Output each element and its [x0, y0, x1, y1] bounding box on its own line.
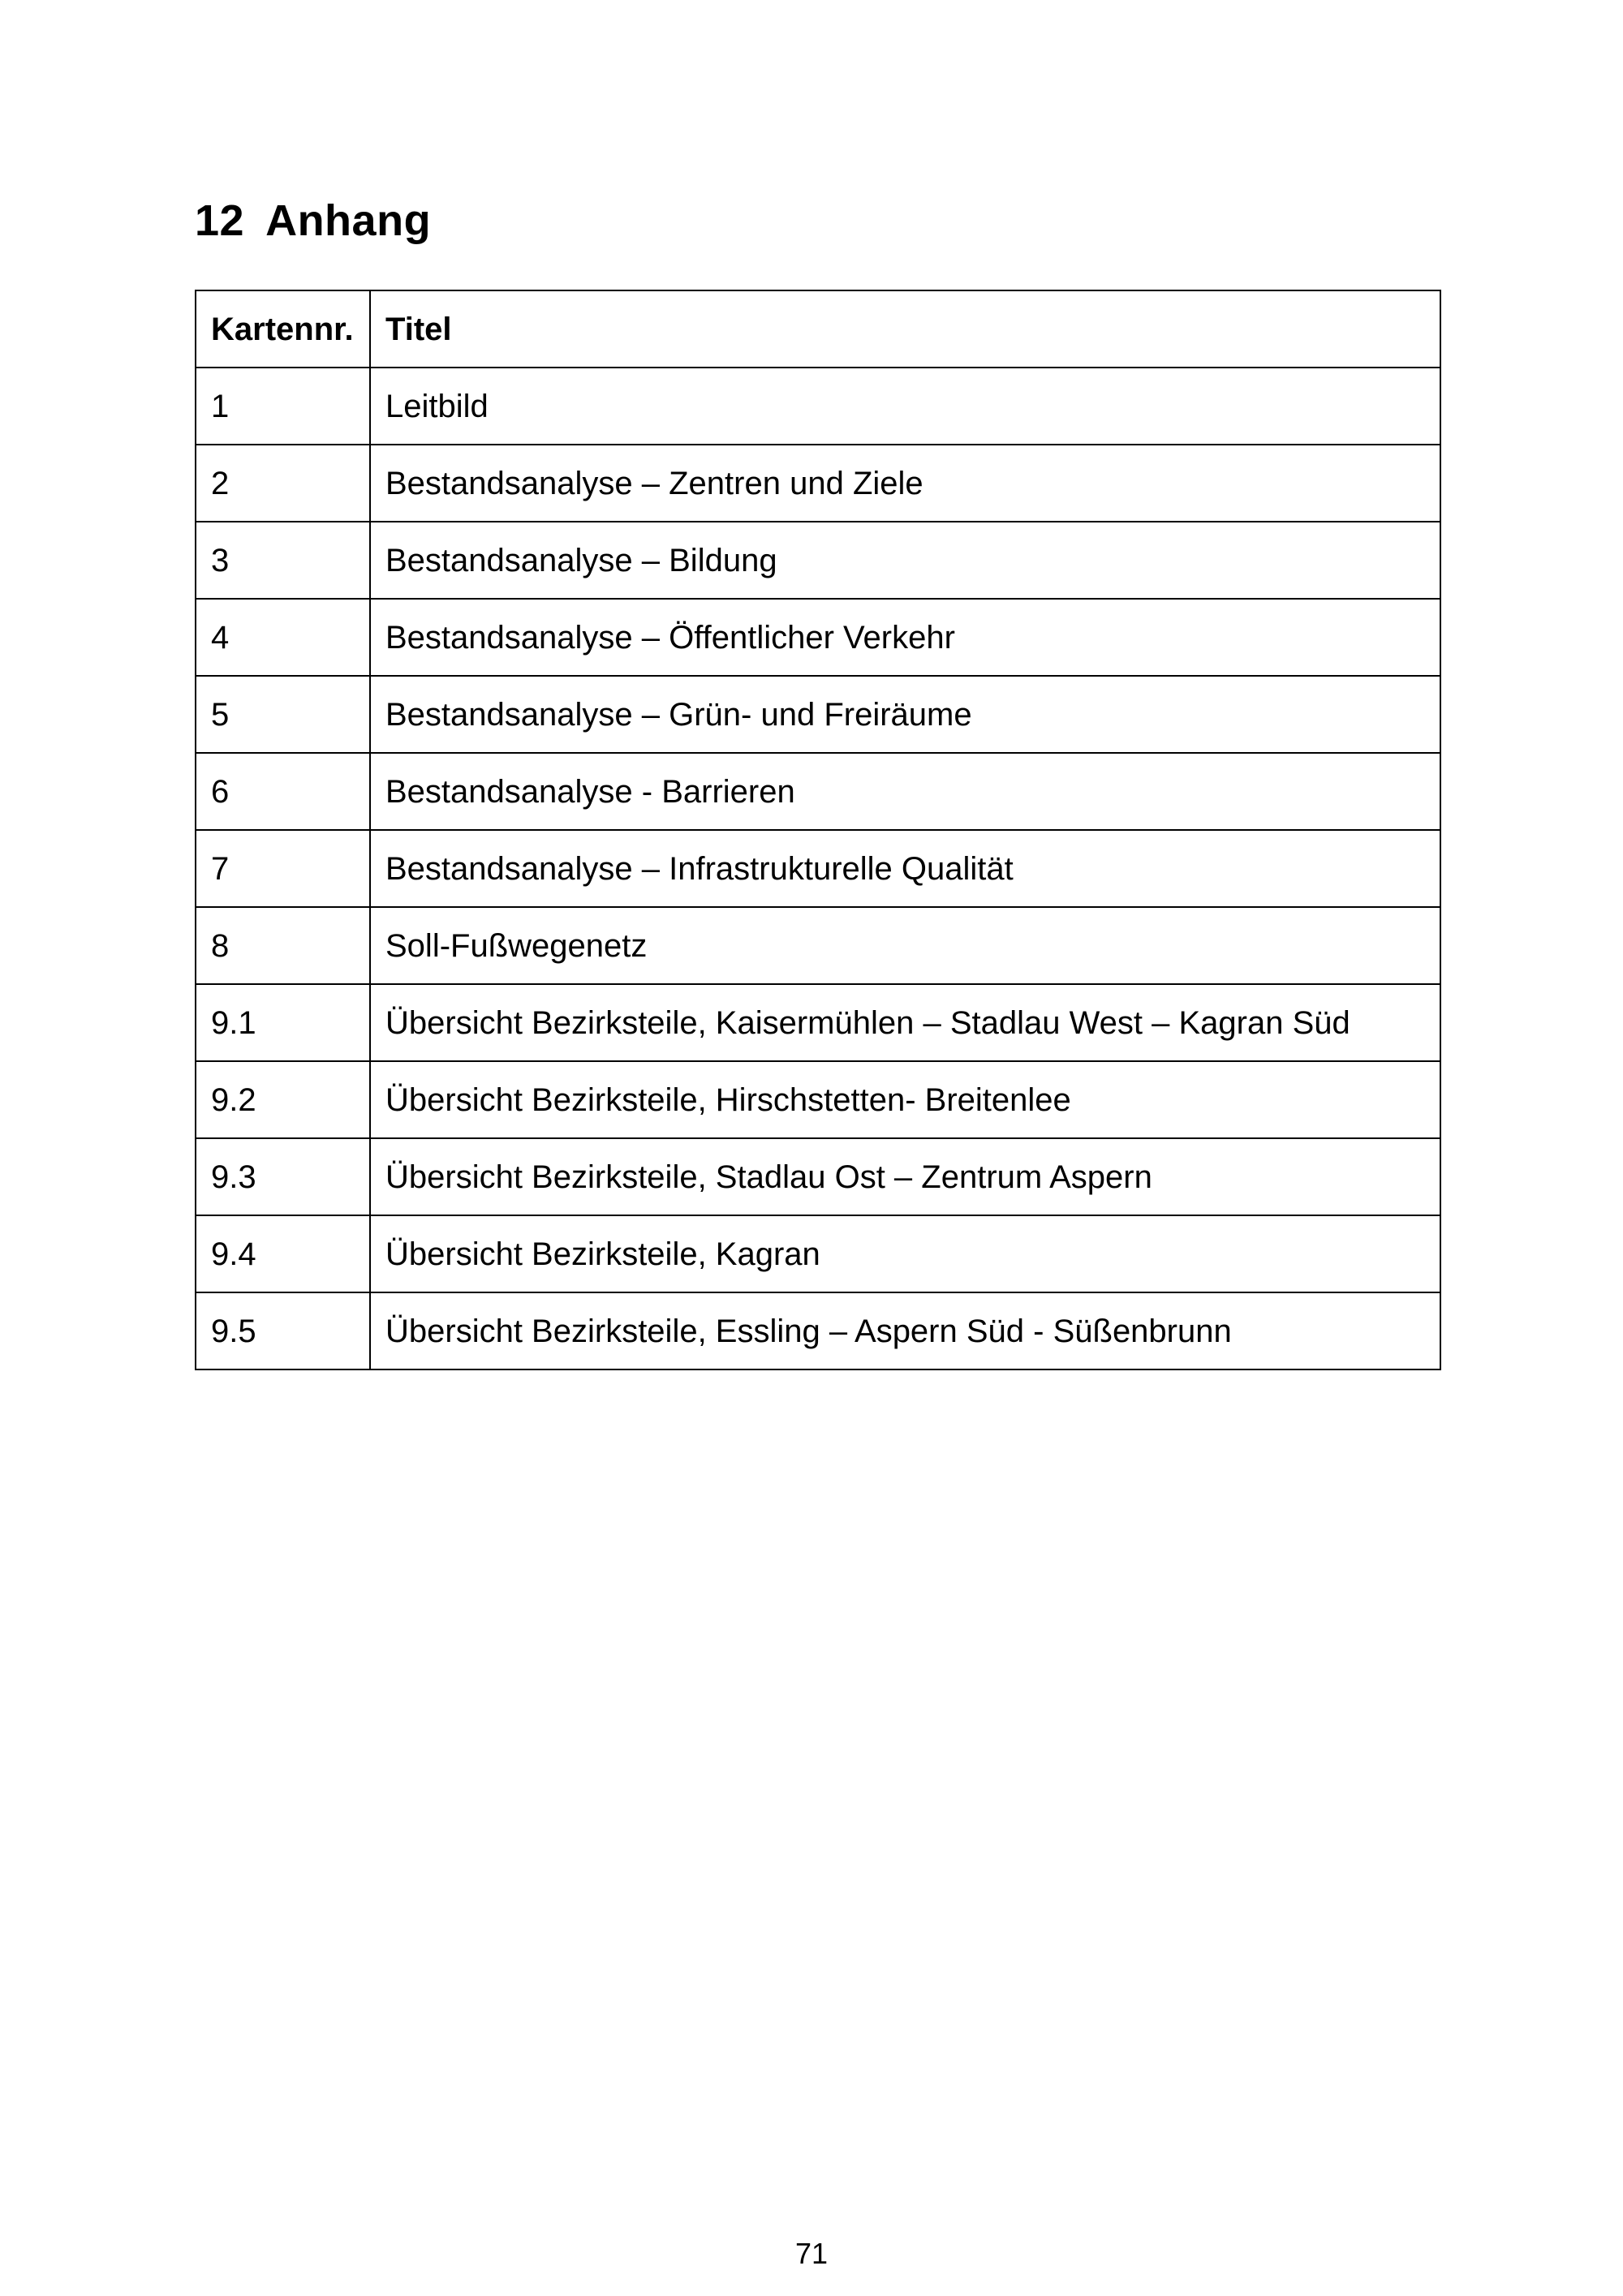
map-number-cell: 9.4	[196, 1215, 370, 1292]
table-row	[196, 676, 1440, 753]
page-heading	[195, 196, 432, 245]
table-row	[196, 522, 1440, 599]
section-title: Anhang	[265, 196, 432, 245]
table-row	[196, 599, 1440, 676]
map-number-cell: 9.5	[196, 1292, 370, 1369]
table-row	[196, 368, 1440, 445]
map-title-cell: Bestandsanalyse – Zentren und Ziele	[370, 445, 1440, 522]
map-title-cell: Bestandsanalyse – Grün- und Freiräume	[370, 676, 1440, 753]
map-title-cell: Soll-Fußwegenetz	[370, 907, 1440, 984]
map-number-cell: 7	[196, 830, 370, 907]
map-number-cell: 6	[196, 753, 370, 830]
table-header-row	[196, 290, 1440, 368]
table-row	[196, 1292, 1440, 1369]
map-number-cell: 9.3	[196, 1138, 370, 1215]
map-title-cell: Bestandsanalyse - Barrieren	[370, 753, 1440, 830]
map-number-cell: 2	[196, 445, 370, 522]
map-number-cell: 8	[196, 907, 370, 984]
table-row	[196, 830, 1440, 907]
map-title-cell: Übersicht Bezirksteile, Kagran	[370, 1215, 1440, 1292]
map-title-cell: Übersicht Bezirksteile, Stadlau Ost – Zentrum Aspern	[370, 1138, 1440, 1215]
map-title-cell: Bestandsanalyse – Öffentlicher Verkehr	[370, 599, 1440, 676]
table-row	[196, 1215, 1440, 1292]
table-row	[196, 753, 1440, 830]
table-row	[196, 445, 1440, 522]
table-row	[196, 1061, 1440, 1138]
column-header-title: Titel	[370, 290, 1440, 368]
map-number-cell: 1	[196, 368, 370, 445]
table-row	[196, 907, 1440, 984]
column-header-map-number: Kartennr.	[196, 290, 370, 368]
map-number-cell: 4	[196, 599, 370, 676]
map-list-table	[195, 290, 1441, 1370]
map-title-cell: Übersicht Bezirksteile, Essling – Aspern Süd - Süßenbrunn	[370, 1292, 1440, 1369]
map-number-cell: 9.1	[196, 984, 370, 1061]
table-row	[196, 1138, 1440, 1215]
map-title-cell: Übersicht Bezirksteile, Kaisermühlen – Stadlau West – Kagran Süd	[370, 984, 1440, 1061]
table-row	[196, 984, 1440, 1061]
section-number: 12	[195, 196, 245, 245]
map-number-cell: 5	[196, 676, 370, 753]
map-title-cell: Bestandsanalyse – Infrastrukturelle Qualität	[370, 830, 1440, 907]
map-title-cell: Leitbild	[370, 368, 1440, 445]
map-title-cell: Übersicht Bezirksteile, Hirschstetten- Breitenlee	[370, 1061, 1440, 1138]
page-number: 71	[794, 2237, 829, 2270]
map-number-cell: 9.2	[196, 1061, 370, 1138]
map-number-cell: 3	[196, 522, 370, 599]
map-title-cell: Bestandsanalyse – Bildung	[370, 522, 1440, 599]
